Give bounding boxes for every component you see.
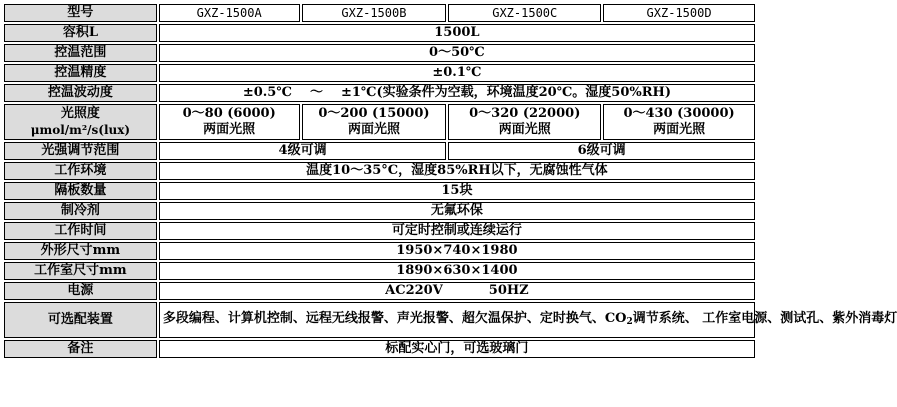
fluctuation-b: ±1℃(实验条件为空载，环境温度20℃。湿度50%RH) bbox=[340, 85, 671, 100]
row-refrigerant bbox=[4, 202, 755, 220]
temp-range-label: 控温范围 bbox=[4, 44, 157, 62]
temp-accuracy-value: ±0.1℃ bbox=[159, 64, 755, 82]
row-temp-accuracy bbox=[4, 64, 755, 82]
row-light-adjust bbox=[4, 142, 755, 160]
environment-label: 工作环境 bbox=[4, 162, 157, 180]
model-d: GXZ-1500D bbox=[603, 4, 755, 22]
row-power bbox=[4, 282, 755, 300]
temp-accuracy-label: 控温精度 bbox=[4, 64, 157, 82]
volume-label: 容积L bbox=[4, 24, 157, 42]
power-voltage: AC220V bbox=[385, 283, 443, 298]
row-chamber-size bbox=[4, 262, 755, 280]
light-adjust-label: 光强调节范围 bbox=[4, 142, 157, 160]
illuminance-label bbox=[4, 104, 157, 140]
illuminance-c-range: 0～320 (22000) bbox=[469, 106, 581, 121]
illuminance-d-note: 两面光照 bbox=[653, 122, 706, 137]
illuminance-label-line2: μmol/m²/s(lux) bbox=[30, 123, 131, 137]
power-value bbox=[159, 282, 755, 300]
environment-value: 温度10～35°C，湿度85%RH以下，无腐蚀性气体 bbox=[159, 162, 755, 180]
refrigerant-value: 无氟环保 bbox=[159, 202, 755, 220]
work-time-label: 工作时间 bbox=[4, 222, 157, 240]
row-volume bbox=[4, 24, 755, 42]
row-temp-range bbox=[4, 44, 755, 62]
options-text-pre: 多段编程、计算机控制、远程无线报警、声光报警、超欠温保护、定时换气、CO bbox=[162, 310, 627, 326]
shelves-value: 15块 bbox=[159, 182, 755, 200]
remarks-value: 标配实心门，可选玻璃门 bbox=[159, 340, 755, 358]
spec-table bbox=[2, 2, 897, 360]
options-text-post: 调节系统、 工作室电源、测试孔、紫外消毒灯 bbox=[632, 310, 897, 326]
outer-size-label: 外形尺寸mm bbox=[4, 242, 157, 260]
remarks-label: 备注 bbox=[4, 340, 157, 358]
row-remarks bbox=[4, 340, 755, 358]
fluctuation-a: ±0.5℃ bbox=[242, 85, 292, 100]
row-model bbox=[4, 4, 755, 22]
chamber-size-label: 工作室尺寸mm bbox=[4, 262, 157, 280]
row-environment bbox=[4, 162, 755, 180]
light-adjust-ab: 4级可调 bbox=[159, 142, 447, 160]
options-co2-sub: 2 bbox=[626, 316, 633, 327]
illuminance-b-range: 0～200 (15000) bbox=[318, 106, 430, 121]
row-options bbox=[4, 302, 755, 338]
illuminance-a-note: 两面光照 bbox=[203, 122, 256, 137]
chamber-size-value: 1890×630×1400 bbox=[159, 262, 755, 280]
model-label: 型号 bbox=[4, 4, 157, 22]
temp-fluctuation-label: 控温波动度 bbox=[4, 84, 157, 102]
illuminance-d bbox=[603, 104, 755, 140]
volume-value: 1500L bbox=[159, 24, 755, 42]
illuminance-a-range: 0～80 (6000) bbox=[182, 106, 276, 121]
illuminance-b-note: 两面光照 bbox=[347, 122, 400, 137]
fluctuation-sep: ～ bbox=[309, 85, 323, 100]
row-outer-size bbox=[4, 242, 755, 260]
row-illuminance bbox=[4, 104, 755, 140]
light-adjust-cd: 6级可调 bbox=[448, 142, 755, 160]
temp-fluctuation-value bbox=[159, 84, 755, 102]
power-label: 电源 bbox=[4, 282, 157, 300]
illuminance-c bbox=[448, 104, 601, 140]
options-label: 可选配装置 bbox=[4, 302, 157, 338]
outer-size-value: 1950×740×1980 bbox=[159, 242, 755, 260]
temp-range-value: 0～50℃ bbox=[159, 44, 755, 62]
row-shelves bbox=[4, 182, 755, 200]
row-work-time bbox=[4, 222, 755, 240]
work-time-value: 可定时控制或连续运行 bbox=[159, 222, 755, 240]
shelves-label: 隔板数量 bbox=[4, 182, 157, 200]
illuminance-label-line1: 光照度 bbox=[60, 106, 100, 121]
illuminance-a bbox=[159, 104, 300, 140]
illuminance-d-range: 0～430 (30000) bbox=[623, 106, 735, 121]
illuminance-c-note: 两面光照 bbox=[498, 122, 551, 137]
power-frequency: 50HZ bbox=[488, 283, 529, 298]
refrigerant-label: 制冷剂 bbox=[4, 202, 157, 220]
model-a: GXZ-1500A bbox=[159, 4, 300, 22]
illuminance-b bbox=[302, 104, 447, 140]
row-temp-fluctuation bbox=[4, 84, 755, 102]
model-b: GXZ-1500B bbox=[302, 4, 447, 22]
options-value bbox=[159, 302, 897, 338]
model-c: GXZ-1500C bbox=[448, 4, 601, 22]
